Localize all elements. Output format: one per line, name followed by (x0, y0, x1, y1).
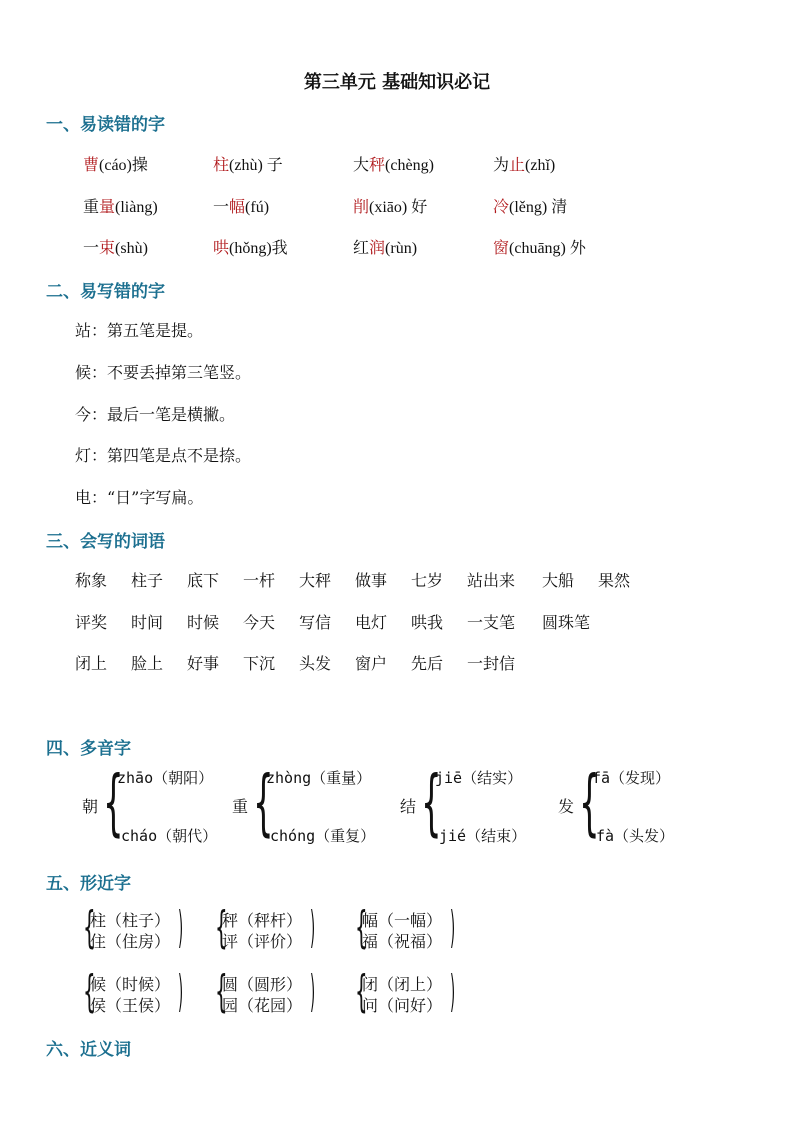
word-item: 大船 (542, 571, 575, 590)
brace-icon: { (355, 902, 368, 953)
word-item: 今天 (243, 613, 276, 632)
misread-highlight-char: 量 (99, 197, 116, 216)
similar-char-b: 评（评价） (222, 932, 303, 951)
word-item: 哄我 (411, 613, 444, 632)
misread-prefix: 一 (83, 238, 100, 257)
misread-pinyin: (lěng) 清 (509, 199, 568, 216)
similar-char-a: 闭（闭上） (362, 975, 443, 994)
polyphone-char: 朝 (82, 797, 99, 816)
misread-pinyin: (hǒng)我 (229, 240, 288, 257)
similar-char-a: 柱（柱子） (90, 911, 171, 930)
polyphone-reading-a: zhāo（朝阳） (117, 769, 214, 787)
similar-char-a: 幅（一幅） (362, 911, 443, 930)
similar-char-b: 问（问好） (362, 996, 443, 1015)
misread-item (353, 235, 417, 258)
brace-icon: { (83, 902, 96, 953)
brace-icon: ) (450, 966, 456, 1017)
word-item: 站出来 (467, 571, 516, 590)
misread-item (353, 194, 427, 217)
misread-pinyin: (zhù) 子 (229, 157, 283, 174)
word-item: 时候 (187, 613, 220, 632)
word-item: 做事 (355, 571, 388, 590)
misread-pinyin: (zhǐ) (525, 157, 556, 174)
misread-pinyin: (xiāo) 好 (369, 199, 428, 216)
polyphone-reading-b: jié（结束） (439, 827, 527, 845)
misread-pinyin: (fú) (245, 199, 270, 216)
section-heading-words: 三、会写的词语 (46, 532, 165, 552)
misread-item (83, 194, 158, 217)
word-item: 一杆 (243, 571, 276, 590)
brace-icon: ) (450, 902, 456, 953)
polyphone-reading-b: cháo（朝代） (121, 827, 218, 845)
similar-char-a: 秤（秤杆） (222, 911, 303, 930)
word-item: 称象 (75, 571, 108, 590)
misread-item (493, 152, 555, 175)
word-item: 底下 (187, 571, 220, 590)
misread-pinyin: (cáo)操 (99, 157, 148, 174)
misread-prefix: 大 (353, 155, 370, 174)
misread-highlight-char: 哄 (213, 238, 230, 257)
section-heading-polyphones: 四、多音字 (46, 739, 131, 759)
brace-icon: ) (310, 966, 316, 1017)
misread-prefix: 一 (213, 197, 230, 216)
misread-highlight-char: 幅 (229, 197, 246, 216)
similar-char-a: 候（时候） (90, 975, 171, 994)
section-heading-miswrite: 二、易写错的字 (46, 282, 165, 302)
word-item: 下沉 (243, 654, 276, 673)
brace-icon: { (215, 902, 228, 953)
misread-item (213, 235, 288, 258)
similar-char-b: 侯（王侯） (90, 996, 171, 1015)
word-item: 时间 (131, 613, 164, 632)
polyphone-char: 发 (558, 797, 575, 816)
word-item: 一封信 (467, 654, 516, 673)
misread-highlight-char: 曹 (83, 155, 100, 174)
word-item: 电灯 (355, 613, 388, 632)
similar-char-b: 住（住房） (90, 932, 171, 951)
section-heading-misread: 一、易读错的字 (46, 115, 165, 135)
misread-highlight-char: 束 (99, 238, 116, 257)
brace-icon: { (579, 760, 600, 844)
misread-item (83, 235, 148, 258)
misread-pinyin: (chèng) (385, 157, 434, 174)
similar-char-b: 福（祝福） (362, 932, 443, 951)
misread-item (213, 194, 269, 217)
misread-pinyin: (rùn) (385, 240, 418, 257)
polyphone-reading-a: fā（发现） (592, 769, 671, 787)
misread-pinyin: (liàng) (115, 199, 158, 216)
word-item: 窗户 (355, 654, 388, 673)
brace-icon: ) (178, 902, 184, 953)
miswrite-item: 站：第五笔是提。 (75, 321, 204, 340)
section-heading-similar: 五、形近字 (46, 874, 131, 894)
brace-icon: { (253, 760, 274, 844)
brace-icon: { (355, 966, 368, 1017)
brace-icon: ) (178, 966, 184, 1017)
misread-highlight-char: 削 (353, 197, 370, 216)
miswrite-item: 候：不要丢掉第三笔竖。 (75, 363, 252, 382)
miswrite-item: 灯：第四笔是点不是捺。 (75, 446, 252, 465)
misread-prefix: 重 (83, 197, 100, 216)
misread-prefix: 红 (353, 238, 370, 257)
polyphone-reading-a: jiē（结实） (435, 769, 523, 787)
word-item: 评奖 (75, 613, 108, 632)
misread-item (353, 152, 434, 175)
polyphone-char: 重 (232, 797, 249, 816)
brace-icon: { (421, 760, 442, 844)
misread-pinyin: (chuāng) 外 (509, 240, 586, 257)
misread-highlight-char: 秤 (369, 155, 386, 174)
polyphone-reading-a: zhòng（重量） (266, 769, 372, 787)
misread-item (493, 194, 567, 217)
misread-item (213, 152, 283, 175)
brace-icon: { (83, 966, 96, 1017)
misread-highlight-char: 润 (369, 238, 386, 257)
similar-char-a: 圆（圆形） (222, 975, 303, 994)
word-item: 果然 (598, 571, 631, 590)
word-item: 先后 (411, 654, 444, 673)
brace-icon: { (215, 966, 228, 1017)
misread-highlight-char: 柱 (213, 155, 230, 174)
polyphone-reading-b: chóng（重复） (270, 827, 376, 845)
brace-icon: ) (310, 902, 316, 953)
page-title: 第三单元 基础知识必记 (303, 72, 491, 93)
word-item: 大秤 (299, 571, 332, 590)
word-item: 圆珠笔 (542, 613, 591, 632)
polyphone-reading-b: fà（头发） (596, 827, 675, 845)
section-heading-synonyms: 六、近义词 (46, 1040, 131, 1060)
similar-char-b: 园（花园） (222, 996, 303, 1015)
miswrite-item: 今：最后一笔是横撇。 (75, 405, 236, 424)
word-item: 头发 (299, 654, 332, 673)
misread-highlight-char: 冷 (493, 197, 510, 216)
misread-prefix: 为 (493, 155, 510, 174)
word-item: 闭上 (75, 654, 108, 673)
misread-highlight-char: 窗 (493, 238, 510, 257)
word-item: 脸上 (131, 654, 164, 673)
brace-icon: { (103, 760, 124, 844)
word-item: 七岁 (411, 571, 444, 590)
miswrite-item: 电：“日”字写扁。 (75, 488, 204, 507)
word-item: 柱子 (131, 571, 164, 590)
word-item: 一支笔 (467, 613, 516, 632)
polyphone-char: 结 (400, 797, 417, 816)
word-item: 好事 (187, 654, 220, 673)
misread-pinyin: (shù) (115, 240, 148, 257)
misread-item (493, 235, 586, 258)
word-item: 写信 (299, 613, 332, 632)
misread-highlight-char: 止 (509, 155, 526, 174)
misread-item (83, 152, 148, 175)
